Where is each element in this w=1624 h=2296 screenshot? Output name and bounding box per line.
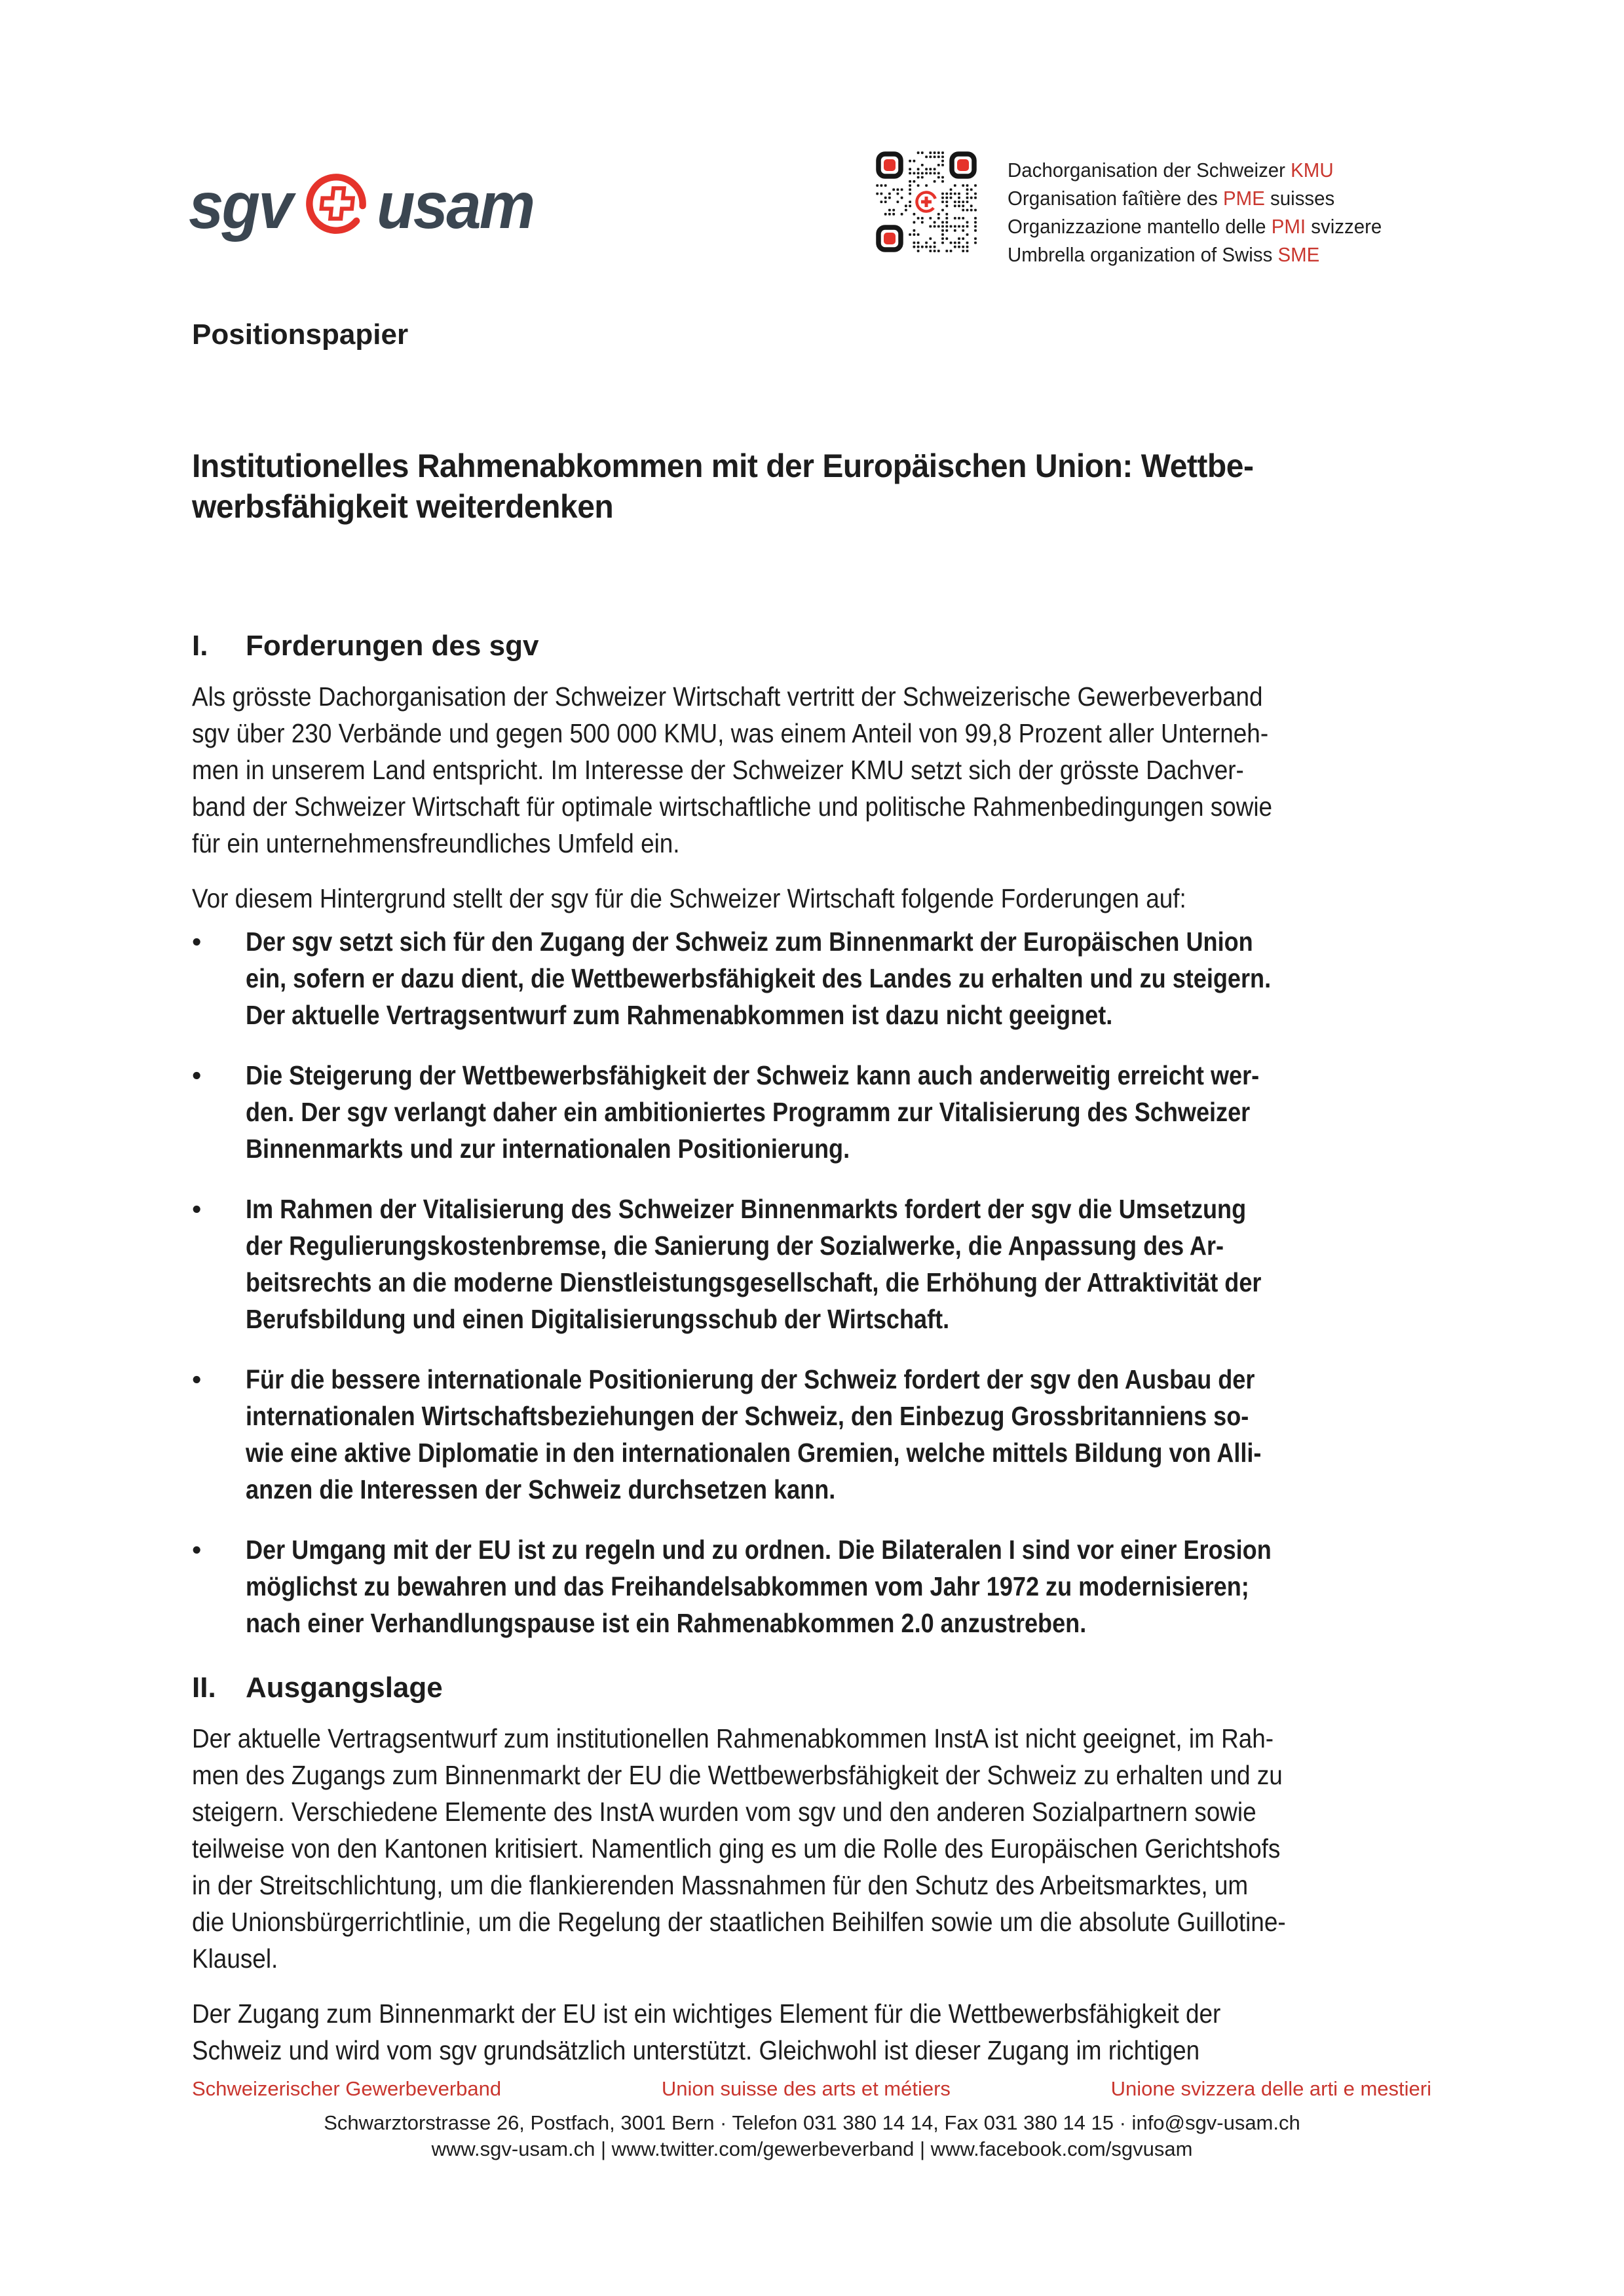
org-line-de bbox=[1008, 156, 1382, 184]
qr-code bbox=[875, 151, 977, 253]
text-line: Klausel. bbox=[192, 1943, 278, 1974]
text-line: Berufsbildung und einen Digitalisierungsschub der Wirtschaft. bbox=[246, 1304, 950, 1334]
footer-orgs-row bbox=[192, 2076, 1431, 2102]
text-line: Der aktuelle Vertragsentwurf zum institutionellen Rahmenabkommen InstA ist nicht geeignet, im Rah- bbox=[192, 1723, 1274, 1753]
section-heading-ii bbox=[192, 1672, 1467, 1704]
section-number: II. bbox=[192, 1672, 216, 1704]
footer-address: Schwarztorstrasse 26, Postfach, 3001 Bern · Telefon 031 380 14 14, Fax 031 380 14 15 · info@sgv-usam.ch bbox=[324, 2111, 1300, 2134]
bullet-item bbox=[192, 1191, 1467, 1337]
bullet-item bbox=[192, 1057, 1467, 1167]
org-line-fr bbox=[1008, 184, 1382, 212]
bullet-item bbox=[192, 1361, 1467, 1508]
org-line-en bbox=[1008, 240, 1382, 269]
bullet-icon: • bbox=[192, 1364, 202, 1394]
text-line: Der Zugang zum Binnenmarkt der EU ist ein wichtiges Element für die Wettbewerbsfähigkeit der bbox=[192, 1999, 1221, 2029]
section-heading-i bbox=[192, 630, 1467, 662]
section-heading-text: Forderungen des sgv bbox=[246, 630, 539, 662]
footer-org-center: Union suisse des arts et métiers bbox=[661, 2077, 951, 2100]
footer-org-left: Schweizerischer Gewerbeverband bbox=[192, 2077, 502, 2100]
text-line: teilweise von den Kantonen kritisiert. Namentlich ging es um die Rolle des Europäischen Gerichtshofs bbox=[192, 1833, 1281, 1864]
text-line: in der Streitschlichtung, um die flankierenden Massnahmen für den Schutz des Arbeitsmarktes, um bbox=[192, 1870, 1249, 1900]
paragraph bbox=[192, 678, 1467, 862]
text-line: Die Steigerung der Wettbewerbsfähigkeit der Schweiz kann auch anderweitig erreicht wer- bbox=[246, 1060, 1260, 1090]
bullet-text bbox=[246, 1057, 1397, 1167]
text-line: sgv über 230 Verbände und gegen 500 000 KMU, was einem Anteil von 99,8 Prozent aller Unterneh- bbox=[192, 718, 1269, 748]
text-line: steigern. Verschiedene Elemente des InstA wurden vom sgv und den anderen Sozialpartnern sowie bbox=[192, 1797, 1256, 1827]
document-type-label: Positionspapier bbox=[192, 318, 409, 351]
text-line: möglichst zu bewahren und das Freihandelsabkommen vom Jahr 1972 zu modernisieren; bbox=[246, 1571, 1249, 1601]
org-line-text: suisses bbox=[1264, 187, 1335, 210]
text-line: Der aktuelle Vertragsentwurf zum Rahmenabkommen ist dazu nicht geeignet. bbox=[246, 1000, 1113, 1030]
text-line: band der Schweizer Wirtschaft für optimale wirtschaftliche und politische Rahmenbedingungen sowie bbox=[192, 792, 1273, 822]
text-line: den. Der sgv verlangt daher ein ambitioniertes Programm zur Vitalisierung des Schweizer bbox=[246, 1097, 1251, 1127]
paragraph bbox=[192, 880, 1467, 917]
text-line: ein, sofern er dazu dient, die Wettbewerbsfähigkeit des Landes zu erhalten und zu steigern. bbox=[246, 963, 1272, 993]
bullet-list bbox=[192, 923, 1467, 1641]
text-line: Für die bessere internationale Positionierung der Schweiz fordert der sgv den Ausbau der bbox=[246, 1364, 1255, 1394]
swiss-cross-circle-icon bbox=[302, 170, 370, 238]
paragraph bbox=[192, 1995, 1467, 2069]
bullet-item bbox=[192, 923, 1467, 1033]
text-line: Im Rahmen der Vitalisierung des Schweizer Binnenmarkts fordert der sgv die Umsetzung bbox=[246, 1194, 1247, 1224]
text-line: men des Zugangs zum Binnenmarkt der EU die Wettbewerbsfähigkeit der Schweiz zu erhalten und zu bbox=[192, 1760, 1283, 1790]
bullet-icon: • bbox=[192, 1535, 202, 1565]
org-line-text: Umbrella organization of Swiss bbox=[1008, 243, 1278, 266]
footer-links: www.sgv-usam.ch | www.twitter.com/gewerbeverband | www.facebook.com/sgvusam bbox=[431, 2137, 1193, 2160]
org-line-text: Dachorganisation der Schweizer bbox=[1008, 159, 1291, 182]
footer-org-right: Unione svizzera delle arti e mestieri bbox=[1110, 2077, 1431, 2100]
org-line-it bbox=[1008, 212, 1382, 240]
bullet-icon: • bbox=[192, 1060, 202, 1090]
text-line: wie eine aktive Diplomatie in den internationalen Gremien, welche mittels Bildung von Alli- bbox=[246, 1438, 1262, 1468]
org-line-highlight: SME bbox=[1277, 243, 1320, 266]
document-body bbox=[192, 630, 1467, 2069]
text-line: nach einer Verhandlungspause ist ein Rahmenabkommen 2.0 anzustreben. bbox=[246, 1608, 1087, 1638]
bullet-icon: • bbox=[192, 927, 202, 957]
org-line-text: Organisation faîtière des bbox=[1008, 187, 1224, 210]
text-line: internationalen Wirtschaftsbeziehungen der Schweiz, den Einbezug Grossbritanniens so- bbox=[246, 1401, 1249, 1431]
org-line-text: svizzere bbox=[1306, 215, 1382, 238]
text-line: men in unserem Land entspricht. Im Interesse der Schweizer KMU setzt sich der grösste Dachver- bbox=[192, 755, 1244, 785]
text-line: Binnenmarkts und zur internationalen Positionierung. bbox=[246, 1134, 850, 1164]
org-line-highlight: PMI bbox=[1271, 215, 1306, 238]
org-line-highlight: KMU bbox=[1291, 159, 1334, 182]
text-line: für ein unternehmensfreundliches Umfeld ein. bbox=[192, 828, 680, 858]
org-line-text: Organizzazione mantello delle bbox=[1008, 215, 1272, 238]
document-title bbox=[192, 446, 1298, 527]
text-line: die Unionsbürgerrichtlinie, um die Regelung der staatlichen Beihilfen sowie um die absolute Guillotine- bbox=[192, 1907, 1286, 1937]
text-line: der Regulierungskostenbremse, die Sanierung der Sozialwerke, die Anpassung des Ar- bbox=[246, 1231, 1224, 1261]
bullet-text bbox=[246, 1191, 1400, 1337]
bullet-text bbox=[246, 1531, 1411, 1641]
bullet-item bbox=[192, 1531, 1467, 1641]
sgv-usam-logo bbox=[189, 165, 540, 246]
text-line: Der Umgang mit der EU ist zu regeln und zu ordnen. Die Bilateralen I sind vor einer Erosion bbox=[246, 1535, 1272, 1565]
section-number: I. bbox=[192, 630, 208, 662]
org-description bbox=[1008, 156, 1401, 269]
text-line: werbsfähigkeit weiterdenken bbox=[192, 488, 614, 525]
logo-text-sgv: sgv bbox=[189, 169, 292, 242]
section-heading-text: Ausgangslage bbox=[246, 1672, 443, 1704]
text-line: Der sgv setzt sich für den Zugang der Schweiz zum Binnenmarkt der Europäischen Union bbox=[246, 927, 1253, 957]
text-line: Schweiz und wird vom sgv grundsätzlich unterstützt. Gleichwohl ist dieser Zugang im richtigen bbox=[192, 2035, 1200, 2065]
bullet-icon: • bbox=[192, 1194, 202, 1224]
org-line-highlight: PME bbox=[1223, 187, 1265, 210]
qr-center-logo-icon bbox=[911, 187, 941, 217]
logo-text-usam: usam bbox=[377, 169, 534, 242]
text-line: Als grösste Dachorganisation der Schweizer Wirtschaft vertritt der Schweizerische Gewerbeverband bbox=[192, 681, 1263, 712]
paragraph bbox=[192, 1720, 1467, 1977]
text-line: anzen die Interessen der Schweiz durchsetzen kann. bbox=[246, 1474, 836, 1504]
text-line: Vor diesem Hintergrund stellt der sgv für die Schweizer Wirtschaft folgende Forderungen auf: bbox=[192, 883, 1186, 913]
bullet-text bbox=[246, 923, 1411, 1033]
text-line: Institutionelles Rahmenabkommen mit der Europäischen Union: Wettbe- bbox=[192, 448, 1254, 484]
text-line: beitsrechts an die moderne Dienstleistungsgesellschaft, die Erhöhung der Attraktivität der bbox=[246, 1267, 1262, 1297]
bullet-text bbox=[246, 1361, 1400, 1508]
